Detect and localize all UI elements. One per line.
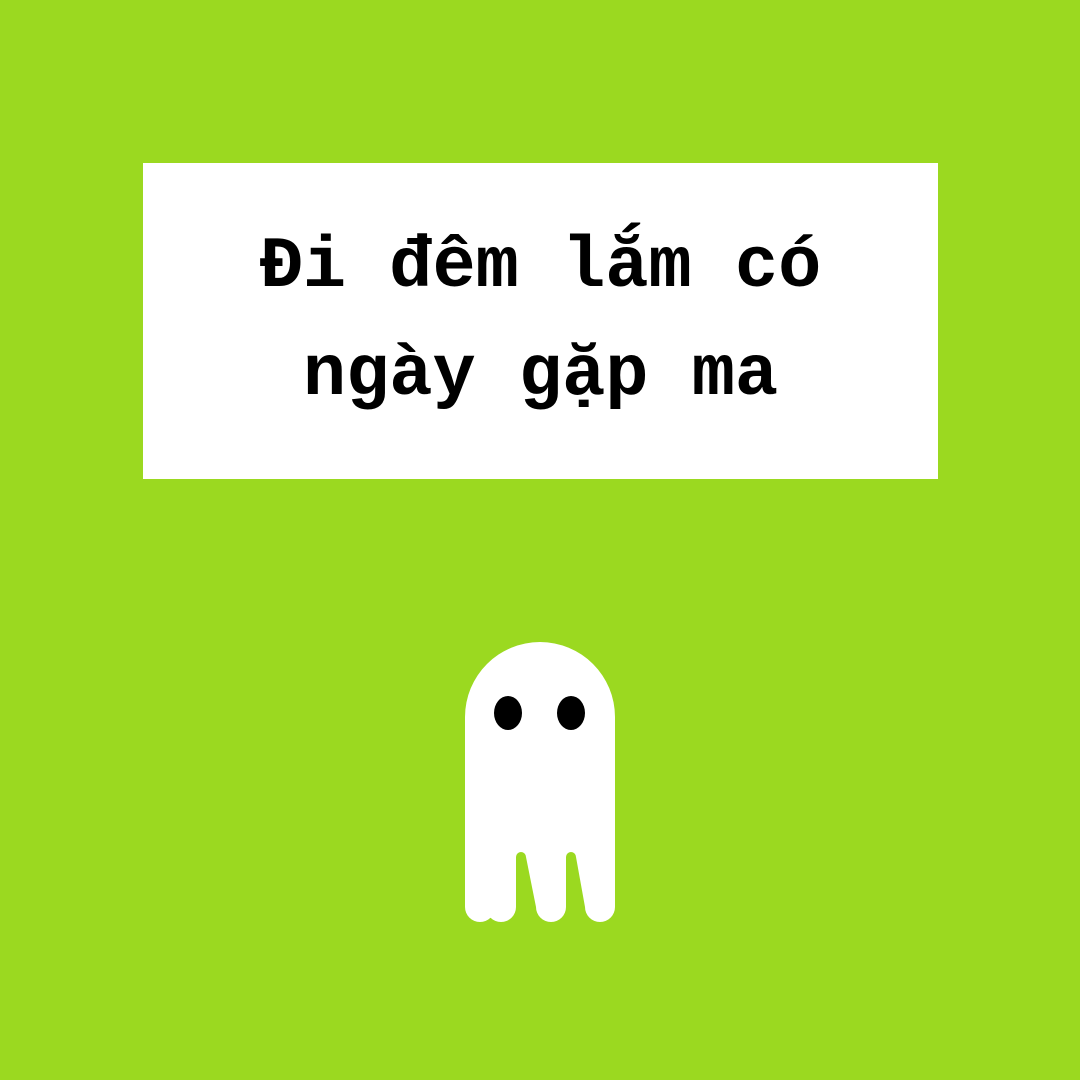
proverb-line-1: Đi đêm lắm có bbox=[259, 226, 822, 308]
ghost-left-eye bbox=[494, 696, 522, 730]
proverb-line-2: ngày gặp ma bbox=[302, 334, 779, 416]
proverb-banner bbox=[143, 163, 938, 479]
proverb-text bbox=[260, 213, 822, 429]
ghost-body-left-edge bbox=[465, 717, 495, 922]
ghost-icon bbox=[460, 642, 620, 932]
ghost-right-eye bbox=[557, 696, 585, 730]
